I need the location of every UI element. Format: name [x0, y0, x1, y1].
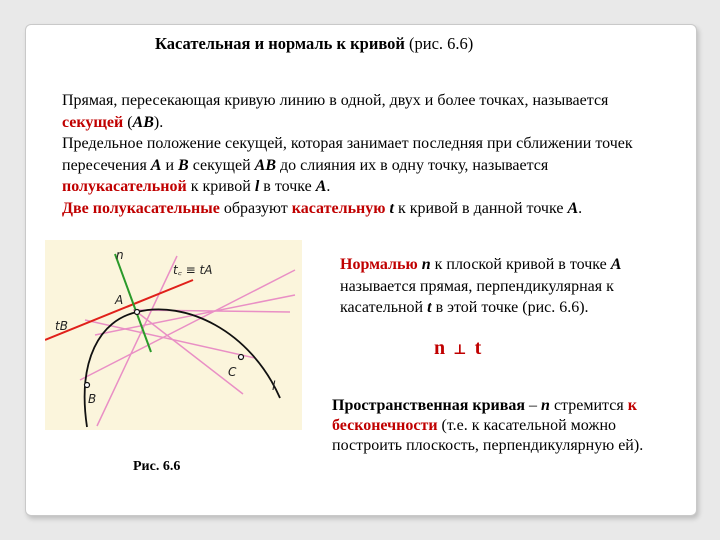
label-n: n — [116, 248, 124, 262]
point-a-2: А — [315, 178, 327, 195]
perp-n: n — [434, 337, 446, 359]
secant-definition — [62, 90, 692, 133]
term-infinity: к бесконечности — [332, 397, 637, 434]
tangent-t: t — [385, 199, 394, 217]
label-c: C — [228, 365, 237, 379]
space-mid: стремится — [549, 397, 628, 414]
curve-l: l — [254, 178, 260, 195]
point-b: В — [178, 156, 189, 174]
perp-symbol: ⊥ — [453, 343, 467, 358]
term-space-curve: Пространственная кривая — [332, 397, 526, 414]
halftangent-definition — [62, 133, 692, 198]
form-text: образуют — [219, 199, 292, 217]
slide-title — [155, 34, 473, 54]
point-b-marker — [85, 383, 90, 388]
to-curve: к кривой — [186, 178, 255, 195]
and-text: и — [161, 156, 179, 174]
secant-ab: АВ — [132, 113, 154, 131]
label-tc-ta: t꜀ ≡ tA — [173, 263, 213, 277]
halftangent-end: . — [326, 178, 331, 195]
normal-text-1: к плоской кривой в точке — [430, 256, 611, 273]
figure-caption: Рис. 6.6 — [133, 459, 181, 474]
perpendicular-formula — [434, 337, 481, 360]
point-c-marker — [239, 355, 244, 360]
space-tail: (т.е. к касательной можно построить плоскость, перпендикулярную ей). — [332, 417, 644, 454]
secant-paren: ( — [123, 113, 133, 131]
normal-text-2: называется прямая, перпендикулярная к касательной — [340, 277, 614, 316]
term-normal: Нормалью — [340, 256, 418, 273]
title-figure-ref: (рис. 6.6) — [404, 34, 474, 53]
tangent-definition — [62, 198, 692, 220]
intro-text — [62, 90, 692, 219]
secant-line — [80, 270, 295, 380]
label-b: B — [88, 392, 97, 406]
label-a: A — [115, 293, 124, 307]
figure-diagram — [45, 240, 302, 430]
secant-end: ). — [153, 113, 164, 131]
normal-t: t — [427, 299, 432, 316]
space-n: n — [541, 397, 550, 414]
normal-definition — [340, 254, 665, 319]
space-dash: – — [525, 397, 542, 414]
term-halftangent: полукасательной — [62, 178, 187, 195]
at-point: в точке — [259, 178, 316, 195]
secant-line — [97, 256, 177, 426]
label-l: l — [272, 379, 276, 393]
halftangent-tail: до слияния их в одну точку, называется — [275, 156, 549, 174]
point-a-marker — [135, 310, 140, 315]
space-curve-definition — [332, 396, 687, 456]
normal-n: n — [417, 256, 431, 273]
point-a-1: А — [150, 156, 162, 174]
term-tangent: касательную — [291, 199, 386, 217]
title-bold: Касательная и нормаль к кривой — [155, 34, 405, 53]
normal-point-a: А — [610, 256, 622, 273]
point-a-3: А — [567, 199, 579, 217]
figure-tangent-normal — [45, 240, 302, 430]
perp-t: t — [474, 337, 482, 359]
term-two-halftangents: Две полукасательные — [62, 199, 220, 217]
tangent-tail: к кривой в данной точке — [393, 199, 568, 217]
label-tb: tB — [55, 319, 68, 333]
secant-ab-2: АВ — [254, 156, 276, 174]
halftangent-text: Предельное положение секущей, которая занимает последняя при сближении точек пересечения — [62, 135, 633, 174]
secant-text: Прямая, пересекающая кривую линию в одной, двух и более точках, называется — [62, 92, 609, 109]
secant-word: секущей — [188, 156, 255, 174]
tangent-end: . — [578, 199, 583, 217]
normal-text-3: в этой точке (рис. 6.6). — [431, 299, 589, 316]
term-secant: секущей — [62, 113, 124, 131]
